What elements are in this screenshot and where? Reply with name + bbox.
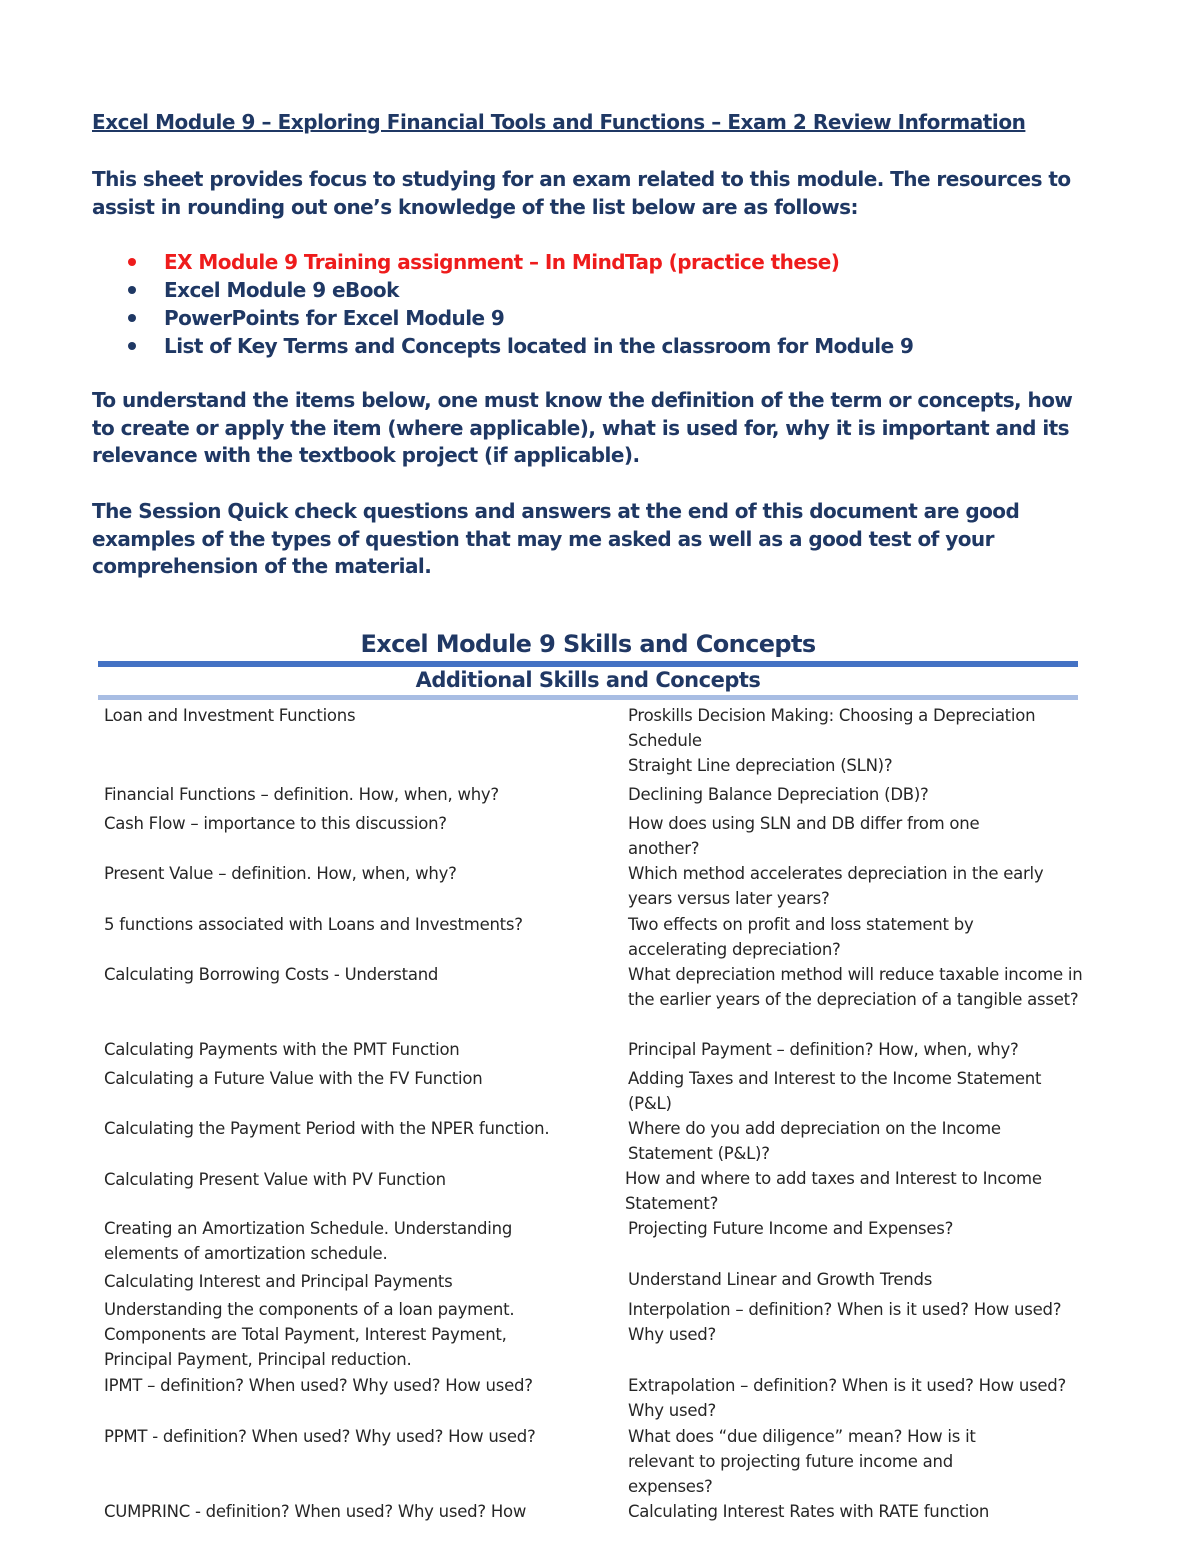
right-item: What depreciation method will reduce taxable income in the earlier years of the depreciation of a tangible asset? — [628, 965, 1083, 1009]
left-item: Present Value – definition. How, when, why? — [104, 864, 457, 883]
right-item: What does “due diligence” mean? How is it relevant to projecting future income and expenses? — [628, 1427, 976, 1496]
left-item: Creating an Amortization Schedule. Understanding elements of amortization schedule. — [104, 1219, 513, 1263]
right-item: Calculating Interest Rates with RATE function — [628, 1502, 990, 1521]
intro-paragraph: This sheet provides focus to studying for an exam related to this module. The resources to assist in rounding out one’s knowledge of the list below are as follows: — [92, 167, 1071, 219]
section-subtitle: Additional Skills and Concepts — [415, 668, 761, 692]
bullet-icon — [128, 258, 136, 266]
resource-item-ebook: Excel Module 9 eBook — [92, 276, 913, 304]
resource-item-powerpoints: PowerPoints for Excel Module 9 — [92, 304, 913, 332]
bullet-icon — [128, 314, 136, 322]
right-item: Principal Payment – definition? How, when, why? — [628, 1040, 1019, 1059]
left-item: CUMPRINC - definition? When used? Why used? How — [104, 1502, 527, 1521]
resource-list — [92, 248, 913, 360]
right-item: How and where to add taxes and Interest to Income Statement? — [625, 1169, 1042, 1213]
left-item: Financial Functions – definition. How, when, why? — [104, 785, 499, 804]
left-item: Calculating Payments with the PMT Function — [104, 1040, 460, 1059]
left-item: Loan and Investment Functions — [104, 706, 356, 725]
resource-item-key-terms: List of Key Terms and Concepts located in the classroom for Module 9 — [92, 332, 913, 360]
right-item: Straight Line depreciation (SLN)? — [628, 756, 893, 775]
document-title: Excel Module 9 – Exploring Financial Tools and Functions – Exam 2 Review Information — [92, 110, 1026, 134]
left-item: PPMT - definition? When used? Why used? How used? — [104, 1427, 536, 1446]
right-item: Projecting Future Income and Expenses? — [628, 1219, 954, 1238]
section-divider — [98, 661, 1078, 667]
right-item: Proskills Decision Making: Choosing a Depreciation Schedule — [628, 706, 1036, 750]
left-item: Calculating Interest and Principal Payments — [104, 1272, 453, 1291]
left-item: Cash Flow – importance to this discussion? — [104, 814, 447, 833]
left-item: Calculating Present Value with PV Function — [104, 1170, 446, 1189]
left-item: Calculating Borrowing Costs - Understand — [104, 965, 439, 984]
right-item: Declining Balance Depreciation (DB)? — [628, 785, 929, 804]
right-item: Interpolation – definition? When is it used? How used? Why used? — [628, 1300, 1062, 1344]
section-title: Excel Module 9 Skills and Concepts — [360, 630, 816, 658]
right-item: Two effects on profit and loss statement by accelerating depreciation? — [628, 915, 974, 959]
left-item: 5 functions associated with Loans and Investments? — [104, 915, 523, 934]
right-item: Extrapolation – definition? When is it used? How used? Why used? — [628, 1376, 1067, 1420]
resource-item-training: EX Module 9 Training assignment – In MindTap (practice these) — [92, 248, 913, 276]
left-item: Calculating a Future Value with the FV Function — [104, 1069, 483, 1088]
left-item: Calculating the Payment Period with the NPER function. — [104, 1119, 550, 1138]
right-item: How does using SLN and DB differ from one another? — [628, 814, 980, 858]
right-item: Where do you add depreciation on the Income Statement (P&L)? — [628, 1119, 1001, 1163]
subsection-divider — [98, 695, 1078, 700]
bullet-icon — [128, 342, 136, 350]
right-item: Understand Linear and Growth Trends — [628, 1270, 933, 1289]
quickcheck-paragraph: The Session Quick check questions and answers at the end of this document are good examples of the types of question that may me asked as well as a good test of your comprehension of the material. — [92, 499, 1020, 578]
left-item: Understanding the components of a loan payment. Components are Total Payment, Interest Payment, Principal Payment, Principal reduction. — [104, 1300, 515, 1369]
left-item: IPMT – definition? When used? Why used? How used? — [104, 1376, 533, 1395]
understand-paragraph: To understand the items below, one must know the definition of the term or concepts, how to create or apply the item (where applicable), what is used for, why it is important and its relevance with the textbook project (if applicable). — [92, 388, 1073, 467]
bullet-icon — [128, 286, 136, 294]
right-item: Adding Taxes and Interest to the Income Statement (P&L) — [628, 1069, 1042, 1113]
right-item: Which method accelerates depreciation in the early years versus later years? — [628, 864, 1044, 908]
